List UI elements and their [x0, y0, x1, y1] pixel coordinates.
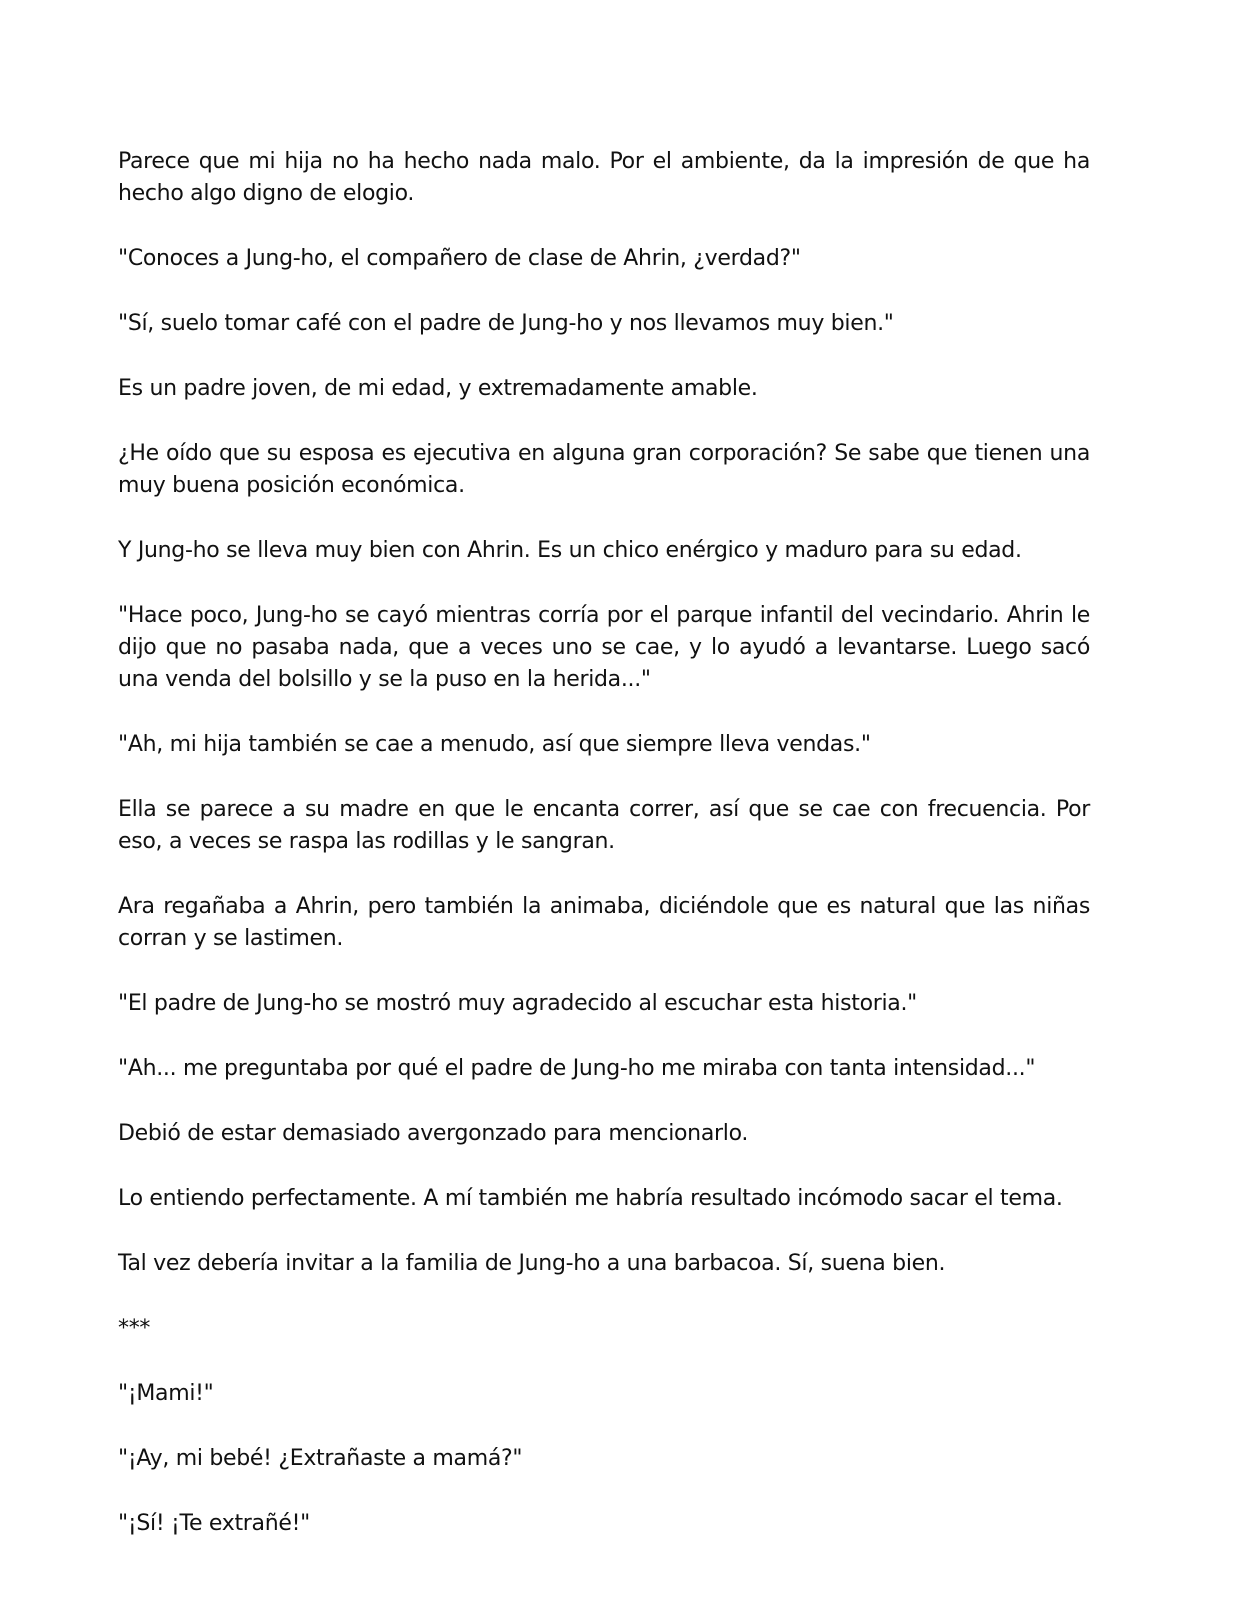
paragraph: "Ah... me preguntaba por qué el padre de Jung-ho me miraba con tanta intensidad..." — [118, 1056, 1036, 1081]
scene-break: *** — [118, 1316, 151, 1341]
paragraph: Tal vez debería invitar a la familia de Jung-ho a una barbacoa. Sí, suena bien. — [118, 1251, 946, 1276]
paragraph: Ella se parece a su madre en que le encanta correr, así que se cae con frecuencia. Por eso, a veces se raspa las rodillas y le sangran. — [118, 797, 1090, 854]
paragraph: "¡Ay, mi bebé! ¿Extrañaste a mamá?" — [118, 1446, 523, 1471]
paragraph: Ara regañaba a Ahrin, pero también la animaba, diciéndole que es natural que las niñas corran y se lastimen. — [118, 894, 1090, 951]
paragraph: Lo entiendo perfectamente. A mí también me habría resultado incómodo sacar el tema. — [118, 1186, 1063, 1211]
text-body — [118, 146, 1090, 1573]
paragraph: Debió de estar demasiado avergonzado para mencionarlo. — [118, 1121, 749, 1146]
paragraph: "Hace poco, Jung-ho se cayó mientras corría por el parque infantil del vecindario. Ahrin le dijo que no pasaba nada, que a veces uno se cae, y lo ayudó a levantarse. Luego sacó una venda del bolsillo y se la puso en la herida..." — [118, 603, 1090, 692]
paragraph: ¿He oído que su esposa es ejecutiva en alguna gran corporación? Se sabe que tienen una muy buena posición económica. — [118, 441, 1090, 498]
paragraph: Y Jung-ho se lleva muy bien con Ahrin. Es un chico enérgico y maduro para su edad. — [118, 538, 1022, 563]
paragraph: Parece que mi hija no ha hecho nada malo. Por el ambiente, da la impresión de que ha hecho algo digno de elogio. — [118, 149, 1090, 206]
paragraph: "Ah, mi hija también se cae a menudo, así que siempre lleva vendas." — [118, 732, 871, 757]
paragraph: Es un padre joven, de mi edad, y extremadamente amable. — [118, 376, 758, 401]
paragraph: "¡Mami!" — [118, 1381, 214, 1406]
paragraph: "Conoces a Jung-ho, el compañero de clase de Ahrin, ¿verdad?" — [118, 246, 801, 271]
paragraph: "Sí, suelo tomar café con el padre de Jung-ho y nos llevamos muy bien." — [118, 311, 894, 336]
paragraph: "El padre de Jung-ho se mostró muy agradecido al escuchar esta historia." — [118, 991, 917, 1016]
paragraph: "¡Sí! ¡Te extrañé!" — [118, 1511, 310, 1536]
